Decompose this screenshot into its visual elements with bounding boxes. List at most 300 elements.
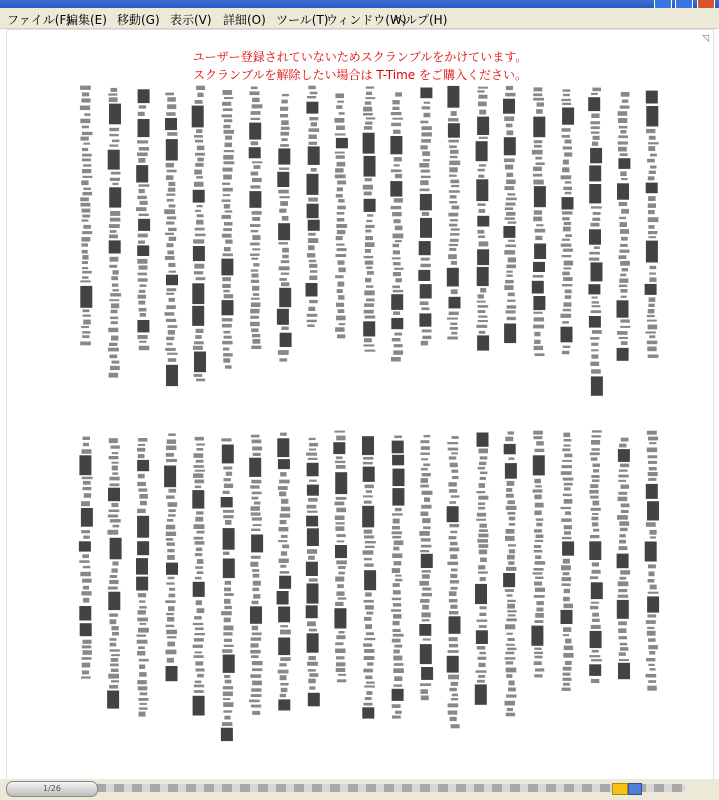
scramble-mark — [251, 643, 259, 647]
scramble-mark — [619, 217, 626, 219]
scramble-mark — [592, 142, 598, 146]
scramble-mark — [562, 103, 571, 105]
scramble-mark — [420, 550, 429, 552]
scramble-mark — [166, 446, 176, 451]
scramble-mark — [222, 277, 231, 281]
scramble-mark — [223, 155, 233, 160]
scramble-mark — [82, 148, 88, 151]
scramble-mark — [649, 467, 657, 470]
scramble-mark — [167, 353, 178, 355]
scramble-mark — [82, 215, 90, 218]
scramble-mark — [535, 485, 542, 487]
scramble-mark — [251, 230, 259, 232]
scramble-mark — [364, 501, 372, 504]
scramble-mark — [169, 271, 177, 273]
scramble-mark — [251, 258, 258, 260]
scramble-mark — [478, 502, 485, 505]
scramble-mark — [364, 303, 374, 307]
scramble-mark — [194, 264, 204, 269]
scramble-mark — [309, 135, 317, 140]
scramble-mark — [619, 126, 628, 129]
scramble-mark — [451, 111, 457, 116]
scramble-mark — [308, 656, 316, 660]
scramble-mark — [506, 567, 516, 571]
scramble-mark — [451, 724, 460, 728]
scramble-mark — [308, 679, 316, 684]
scramble-mark — [562, 577, 572, 581]
scramble-mark — [250, 674, 261, 678]
scramble-mark — [223, 188, 233, 192]
scramble-mark — [308, 146, 320, 165]
scramble-mark — [480, 577, 486, 581]
scramble-mark — [563, 249, 573, 252]
scramble-mark — [591, 440, 600, 445]
scramble-mark — [307, 463, 319, 477]
menu-view[interactable]: 表示(V) — [170, 13, 212, 27]
scramble-mark — [534, 620, 543, 623]
scramble-mark — [618, 595, 629, 598]
scramble-mark — [394, 645, 402, 648]
scramble-mark — [395, 711, 402, 714]
scramble-mark — [252, 569, 259, 572]
scramble-mark — [422, 518, 430, 523]
scramble-mark — [504, 285, 513, 290]
scramble-mark — [311, 168, 317, 172]
scramble-mark — [224, 484, 233, 488]
scramble-mark — [589, 541, 601, 560]
scramble-mark — [394, 157, 402, 162]
scramble-mark — [197, 674, 204, 678]
scramble-mark — [139, 214, 149, 216]
scramble-mark — [253, 574, 260, 578]
scramble-mark — [251, 346, 261, 349]
scramble-mark — [83, 640, 92, 644]
scramble-mark — [166, 538, 173, 541]
scramble-mark — [649, 297, 656, 302]
document-view[interactable] — [6, 29, 714, 781]
scramble-mark — [648, 176, 655, 180]
scramble-mark — [422, 330, 432, 333]
scramble-mark — [252, 633, 262, 636]
scramble-mark — [168, 433, 176, 436]
scramble-mark — [450, 219, 458, 221]
scramble-mark — [507, 638, 514, 641]
menu-file[interactable]: ファイル(F) — [7, 13, 72, 27]
scramble-mark — [365, 316, 376, 319]
scramble-mark — [224, 222, 233, 226]
scramble-mark — [534, 652, 543, 654]
scramble-mark — [280, 132, 289, 136]
scramble-mark — [647, 627, 654, 629]
scramble-mark — [589, 316, 601, 328]
scramble-mark — [365, 97, 375, 99]
scramble-mark — [424, 435, 431, 437]
scramble-mark — [366, 117, 375, 119]
scramble-mark — [562, 255, 572, 257]
scramble-mark — [650, 166, 656, 169]
scramble-mark — [648, 355, 659, 358]
scramble-mark — [137, 153, 148, 157]
scramble-mark — [534, 550, 543, 553]
scramble-mark — [648, 472, 658, 476]
scramble-mark — [139, 105, 146, 108]
page-slider-thumb[interactable]: 1/26 — [6, 781, 98, 797]
scramble-mark — [534, 244, 546, 260]
scramble-mark — [223, 491, 230, 494]
scramble-mark — [365, 236, 373, 240]
scramble-mark — [108, 530, 119, 535]
scramble-mark — [82, 657, 92, 660]
scramble-mark — [222, 183, 230, 185]
scramble-mark — [82, 169, 91, 173]
scramble-mark — [278, 540, 287, 542]
scramble-mark — [564, 267, 572, 269]
scramble-mark — [138, 295, 146, 299]
scramble-mark — [423, 638, 431, 640]
scramble-mark — [533, 98, 544, 101]
scramble-mark — [335, 472, 347, 494]
scramble-mark — [224, 204, 230, 209]
scramble-mark — [393, 668, 404, 673]
scramble-mark — [649, 668, 655, 671]
scramble-mark — [222, 284, 231, 288]
scramble-mark — [82, 231, 92, 234]
scramble-mark — [251, 280, 259, 283]
scramble-mark — [223, 710, 232, 712]
scramble-mark — [505, 165, 513, 170]
scramble-mark — [422, 588, 431, 591]
scramble-mark — [479, 524, 487, 528]
scramble-mark — [194, 633, 205, 635]
scramble-mark — [109, 265, 117, 268]
scramble-mark — [563, 597, 570, 602]
scramble-mark — [648, 210, 655, 214]
scramble-mark — [621, 237, 628, 241]
scramble-mark — [590, 606, 598, 609]
scramble-mark — [506, 212, 516, 216]
scramble-mark — [592, 562, 599, 566]
scramble-mark — [536, 109, 543, 114]
scramble-mark — [394, 198, 403, 202]
scramble-mark — [647, 159, 655, 163]
scramble-mark — [109, 477, 119, 481]
scramble-mark — [138, 488, 147, 491]
scramble-mark — [280, 196, 290, 198]
scramble-mark — [421, 132, 432, 136]
scramble-mark — [422, 151, 430, 156]
scramble-mark — [393, 656, 402, 661]
scramble-mark — [507, 481, 515, 486]
scramble-mark — [336, 456, 343, 459]
scramble-mark — [138, 234, 148, 238]
scramble-mark — [533, 455, 545, 475]
scramble-mark — [533, 217, 542, 222]
scramble-mark — [109, 128, 119, 131]
scramble-mark — [251, 556, 261, 559]
scramble-mark — [251, 512, 261, 515]
scramble-mark — [251, 637, 261, 640]
scramble-mark — [137, 320, 149, 332]
scramble-mark — [222, 102, 231, 106]
scramble-mark — [420, 180, 428, 185]
scramble-mark — [477, 267, 489, 286]
scramble-mark — [139, 494, 148, 499]
window-titlebar — [0, 0, 719, 8]
scramble-mark — [166, 337, 174, 341]
scramble-mark — [564, 483, 573, 486]
scramble-mark — [621, 341, 628, 345]
scramble-mark — [82, 579, 92, 583]
scramble-mark — [167, 104, 176, 109]
scramble-mark — [83, 225, 91, 229]
scramble-mark — [564, 531, 571, 535]
scramble-mark — [279, 559, 289, 564]
scramble-mark — [224, 639, 232, 642]
scramble-mark — [648, 196, 656, 201]
scramble-mark — [364, 649, 374, 653]
scramble-mark — [366, 632, 374, 635]
scramble-mark — [449, 312, 459, 316]
scramble-mark — [364, 199, 376, 212]
scramble-mark — [252, 447, 262, 451]
scramble-mark — [165, 312, 175, 316]
scramble-mark — [477, 216, 489, 227]
scramble-mark — [421, 341, 428, 346]
scramble-mark — [562, 448, 570, 451]
scramble-mark — [649, 273, 656, 275]
scramble-mark — [279, 266, 290, 270]
scramble-mark — [392, 716, 401, 719]
scramble-mark — [562, 541, 574, 555]
scramble-mark — [224, 119, 232, 122]
page-slider-track[interactable] — [6, 784, 686, 792]
menu-go[interactable]: 移動(G) — [117, 13, 160, 27]
menu-help[interactable]: ヘルプ(H) — [393, 13, 448, 27]
scramble-mark — [563, 653, 573, 658]
scramble-mark — [84, 113, 90, 116]
scramble-mark — [108, 93, 117, 95]
scramble-mark — [479, 483, 485, 488]
scramble-mark — [335, 168, 344, 172]
scramble-mark — [335, 642, 343, 645]
menu-tools[interactable]: ツール(T) — [276, 13, 329, 27]
scramble-mark — [138, 301, 145, 305]
scramble-mark — [109, 235, 118, 239]
scramble-mark — [108, 150, 120, 170]
scramble-mark — [478, 305, 489, 308]
scramble-mark — [309, 264, 317, 268]
scramble-mark — [363, 321, 375, 336]
scramble-mark — [591, 354, 598, 358]
scramble-mark — [648, 455, 658, 458]
scramble-mark — [621, 296, 627, 298]
scramble-mark — [223, 692, 233, 697]
scramble-mark — [450, 605, 457, 609]
scramble-mark — [505, 589, 514, 592]
scramble-mark — [591, 376, 603, 395]
scramble-mark — [195, 566, 203, 569]
scramble-mark — [309, 260, 317, 262]
scramble-mark — [647, 596, 659, 612]
scramble-mark — [479, 652, 486, 655]
scramble-mark — [391, 357, 401, 362]
scramble-mark — [562, 272, 570, 276]
scramble-mark — [197, 571, 204, 574]
scramble-mark — [589, 490, 598, 494]
scramble-mark — [336, 522, 345, 524]
scramble-mark — [223, 655, 235, 673]
scramble-mark — [505, 186, 515, 190]
scramble-mark — [504, 444, 516, 454]
current-position-marker[interactable] — [628, 783, 642, 795]
scramble-mark — [564, 152, 572, 156]
scramble-mark — [137, 640, 148, 644]
scramble-mark — [420, 644, 432, 664]
scramble-mark — [620, 261, 630, 266]
scramble-mark — [533, 572, 543, 574]
scramble-mark — [309, 300, 318, 303]
scramble-mark — [509, 523, 515, 526]
scramble-mark — [336, 560, 347, 564]
scramble-mark — [83, 487, 92, 490]
scramble-mark — [83, 176, 93, 178]
scramble-mark — [507, 265, 517, 269]
scramble-mark — [336, 465, 346, 469]
scramble-mark — [647, 320, 657, 322]
scramble-mark — [251, 111, 261, 115]
scramble-mark — [618, 141, 628, 144]
scramble-mark — [536, 523, 542, 527]
menu-window[interactable]: ウィンドウ(W) — [326, 13, 407, 27]
scramble-mark — [277, 591, 289, 605]
scramble-mark — [112, 183, 118, 185]
scramble-mark — [392, 107, 399, 110]
scramble-mark — [168, 502, 178, 507]
scramble-mark — [478, 675, 485, 678]
bookmark-marker[interactable] — [612, 783, 628, 795]
scramble-mark — [592, 301, 599, 303]
scramble-mark — [648, 592, 659, 594]
scramble-mark — [251, 480, 261, 484]
scramble-mark — [252, 626, 258, 631]
scramble-mark — [534, 511, 541, 516]
scramble-mark — [418, 270, 430, 281]
scramble-mark — [307, 662, 318, 666]
scramble-mark — [337, 584, 344, 588]
scramble-mark — [619, 202, 628, 206]
scramble-mark — [166, 243, 173, 247]
scramble-mark — [281, 100, 287, 104]
scramble-mark — [110, 211, 120, 216]
scramble-mark — [533, 117, 545, 138]
scramble-mark — [166, 319, 176, 322]
scramble-mark — [563, 89, 571, 91]
scramble-mark — [280, 144, 289, 147]
scramble-mark — [476, 325, 487, 328]
scramble-mark — [309, 276, 317, 281]
menu-edit[interactable]: 編集(E) — [66, 13, 107, 27]
scramble-mark — [392, 553, 402, 558]
scramble-mark — [449, 644, 458, 648]
scramble-mark — [620, 222, 627, 227]
scramble-mark — [365, 592, 372, 596]
scramble-mark — [225, 581, 231, 585]
scramble-mark — [621, 510, 629, 513]
scramble-mark — [138, 219, 150, 231]
scramble-mark — [166, 495, 175, 498]
scramble-mark — [335, 275, 344, 278]
scramble-mark — [280, 472, 286, 476]
scramble-mark — [478, 534, 488, 538]
scramble-mark — [308, 669, 316, 672]
scramble-mark — [478, 169, 485, 172]
scramble-mark — [364, 530, 373, 534]
scramble-mark — [448, 254, 457, 259]
scramble-mark — [451, 569, 458, 572]
scramble-mark — [337, 248, 347, 251]
scramble-mark — [222, 318, 233, 321]
scramble-mark — [503, 226, 515, 238]
scramble-mark — [167, 549, 174, 552]
scramble-mark — [422, 593, 432, 596]
scramble-mark — [648, 645, 658, 649]
scramble-mark — [650, 530, 657, 535]
scramble-mark — [195, 100, 203, 104]
scramble-mark — [250, 185, 260, 188]
scramble-mark — [619, 534, 625, 537]
scramble-mark — [113, 289, 119, 291]
scramble-mark — [166, 582, 174, 584]
scramble-mark — [617, 600, 629, 619]
scramble-mark — [506, 506, 517, 510]
scramble-mark — [282, 545, 289, 549]
scramble-mark — [226, 472, 232, 476]
scramble-mark — [591, 448, 599, 451]
scramble-mark — [80, 623, 92, 636]
menu-details[interactable]: 詳細(O) — [223, 13, 266, 27]
scramble-mark — [452, 436, 459, 439]
scramble-mark — [532, 150, 543, 155]
scramble-mark — [448, 123, 460, 138]
scramble-mark — [365, 122, 372, 125]
scramble-mark — [108, 674, 119, 679]
scramble-mark — [336, 138, 348, 148]
scramble-mark — [252, 601, 259, 605]
scramble-mark — [194, 616, 202, 619]
scramble-mark — [364, 570, 376, 590]
scramble-mark — [168, 182, 175, 186]
scramble-mark — [392, 455, 404, 466]
scramble-mark — [392, 526, 400, 530]
scramble-mark — [561, 507, 572, 509]
scramble-mark — [338, 631, 344, 634]
scramble-mark — [392, 531, 403, 534]
scramble-mark — [591, 206, 602, 208]
scramble-mark — [480, 456, 488, 459]
scramble-mark — [280, 625, 288, 627]
scramble-mark — [450, 542, 458, 546]
scramble-mark — [448, 213, 458, 217]
scramble-mark — [393, 234, 404, 239]
scramble-mark — [364, 617, 372, 621]
scramble-mark — [138, 593, 146, 597]
scramble-mark — [649, 171, 656, 174]
scramble-mark — [139, 308, 147, 312]
scramble-mark — [505, 463, 517, 479]
scramble-mark — [168, 325, 178, 328]
scramble-mark — [590, 121, 600, 124]
scramble-mark — [110, 218, 121, 222]
